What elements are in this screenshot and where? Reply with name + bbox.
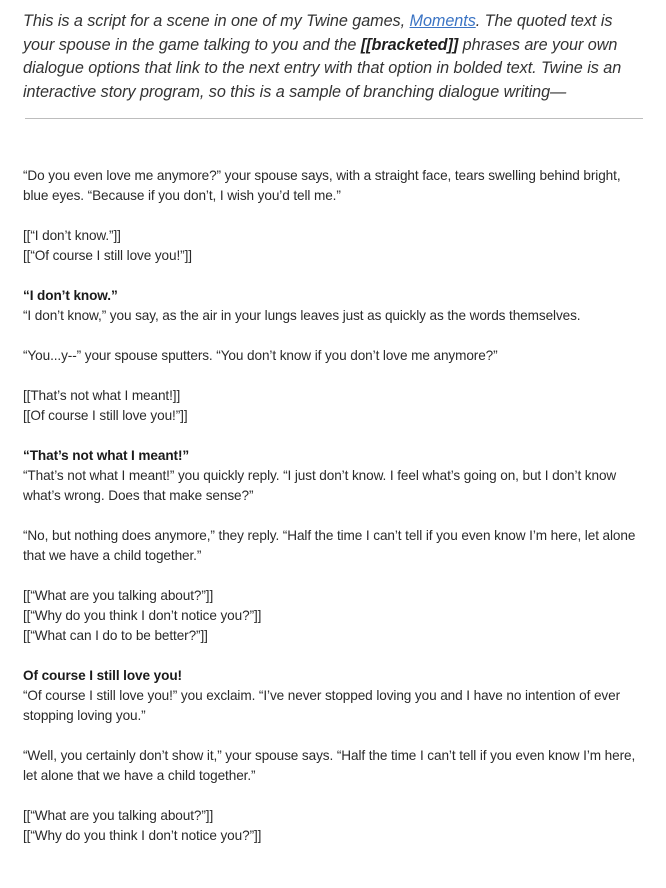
- opening-line-block: [23, 166, 646, 206]
- dialogue-option: [[Of course I still love you!”]]: [23, 408, 188, 423]
- dialogue-option: [[“I don’t know.”]]: [23, 228, 121, 243]
- passage-line: “That’s not what I meant!” you quickly reply. “I just don’t know. I feel what’s going on, but I don’t know what’s wrong. Does that make sense?”: [23, 468, 617, 503]
- horizontal-divider: [25, 118, 643, 119]
- intro-text-2: . The quoted text is your spouse in the game talking to you and the: [23, 12, 613, 54]
- intro-text-1: This is a script for a scene in one of my Twine games,: [23, 12, 410, 30]
- passage-line: “I don’t know,” you say, as the air in your lungs leaves just as quickly as the words themselves.: [23, 308, 581, 323]
- dialogue-option: [[“Of course I still love you!”]]: [23, 248, 192, 263]
- passage-heading: “I don’t know.”: [23, 288, 118, 303]
- passage-not-meant-reply: [23, 526, 646, 566]
- dialogue-option: [[“What are you talking about?”]]: [23, 588, 214, 603]
- dialogue-options: [23, 806, 646, 846]
- passage-line: “You...y--” your spouse sputters. “You don’t know if you don’t love me anymore?”: [23, 348, 498, 363]
- dialogue-script: [23, 166, 646, 846]
- dialogue-options: [23, 586, 646, 646]
- intro-text-3: phrases are your own dialogue options that link to the next entry with that option in bolded text. Twine is an interactive story program, so this is a sample of branching dialogue writing—: [23, 35, 622, 101]
- passage-not-meant: [23, 446, 646, 506]
- dialogue-option: [[“What are you talking about?”]]: [23, 808, 214, 823]
- passage-dont-know: [23, 286, 646, 326]
- dialogue-options: [23, 226, 646, 266]
- passage-line: “Well, you certainly don’t show it,” your spouse says. “Half the time I can’t tell if you even know I’m here, let alone that we have a child together.”: [23, 748, 636, 783]
- dialogue-option: [[That’s not what I meant!]]: [23, 388, 181, 403]
- moments-link[interactable]: Moments: [409, 12, 476, 30]
- dialogue-options: [23, 386, 646, 426]
- dialogue-option: [[“Why do you think I don’t notice you?”]]: [23, 608, 262, 623]
- intro-bracketed-term: [[bracketed]]: [360, 35, 459, 54]
- dialogue-option: [[“Why do you think I don’t notice you?”]]: [23, 828, 262, 843]
- intro-paragraph: [23, 10, 646, 104]
- passage-line: “Of course I still love you!” you exclaim. “I’ve never stopped loving you and I have no intention of ever stopping loving you.”: [23, 688, 621, 723]
- passage-love-you: [23, 666, 646, 726]
- passage-heading: Of course I still love you!: [23, 668, 182, 683]
- passage-love-you-reply: [23, 746, 646, 786]
- passage-dont-know-reply: [23, 346, 646, 366]
- dialogue-option: [[“What can I do to be better?”]]: [23, 628, 208, 643]
- passage-heading: “That’s not what I meant!”: [23, 448, 190, 463]
- passage-line: “No, but nothing does anymore,” they reply. “Half the time I can’t tell if you even know I’m here, let alone that we have a child together.”: [23, 528, 636, 563]
- opening-line: “Do you even love me anymore?” your spouse says, with a straight face, tears swelling behind bright, blue eyes. “Because if you don’t, I wish you’d tell me.”: [23, 168, 621, 203]
